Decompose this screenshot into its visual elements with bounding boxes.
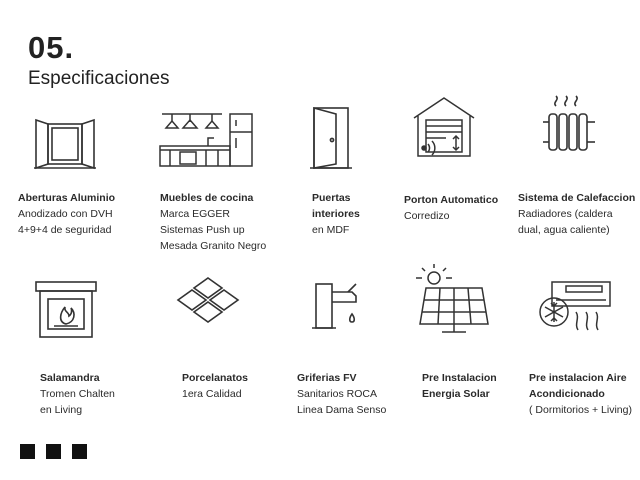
door-icon [308,106,354,172]
solar-panel-icon [408,262,492,338]
spec-energia-solar: Pre Instalacion Energia Solar [422,372,497,400]
spec-puertas: Puertas interiores en MDF [312,192,360,236]
kitchen-icon [158,110,258,170]
spec-porton: Porton Automatico Corredizo [404,194,499,222]
tiles-icon [166,276,250,336]
garage-door-icon [410,94,478,166]
faucet-icon [308,278,364,334]
decor-square-3 [72,444,87,459]
spec-aire-acondicionado: Pre instalacion Aire Acondicionado ( Dormitorios + Living) [529,372,632,416]
decor-square-1 [20,444,35,459]
spec-calefaccion: Sistema de Calefaccion Radiadores (caldera dual, agua caliente) [518,192,636,236]
spec-griferias: Griferias FV Sanitarios ROCA Linea Dama Senso [297,372,387,416]
spec-aberturas: Aberturas Aluminio Anodizado con DVH 4+9+4 de seguridad [18,192,116,236]
spec-salamandra: Salamandra Tromen Chalten en Living [40,372,115,416]
radiator-icon [540,94,598,156]
spec-porcelanatos: Porcelanatos 1era Calidad [182,372,248,400]
section-number: 05. [28,30,75,65]
window-icon [32,118,98,170]
decor-square-2 [46,444,61,459]
air-conditioner-icon [536,278,612,340]
section-title: Especificaciones [28,68,170,89]
spec-muebles-cocina: Muebles de cocina Marca EGGER Sistemas Push up Mesada Granito Negro [160,192,267,252]
fireplace-icon [34,280,98,340]
